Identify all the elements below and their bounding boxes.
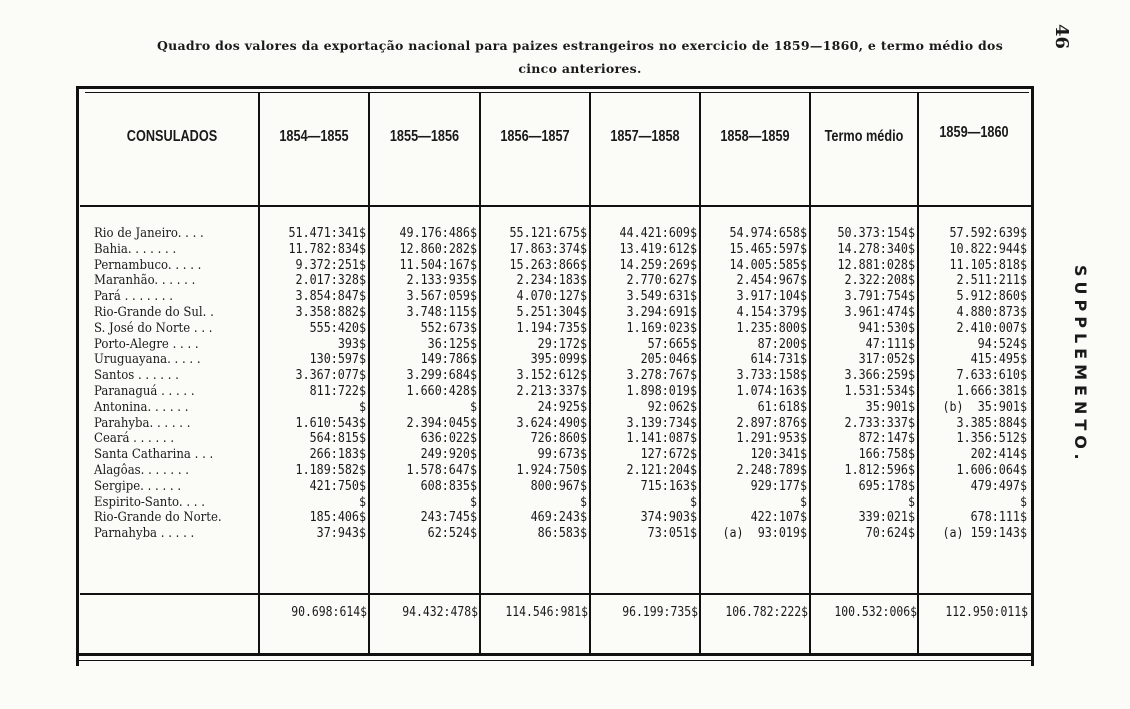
value-cell: 421:750$: [309, 478, 366, 494]
value-cell: 1.898:019$: [626, 383, 697, 399]
value-cell: 15.263:866$: [509, 257, 587, 273]
value-cell: 166:758$: [858, 447, 915, 463]
value-cell: 35:901$: [865, 399, 915, 415]
value-cell: 149:786$: [420, 352, 477, 368]
total-termo-medio: 100.532:006$: [834, 605, 917, 620]
value-cell: 3.549:631$: [626, 289, 697, 305]
value-cell: 1.169:023$: [626, 320, 697, 336]
frame-bottom-rule-thin: [79, 660, 1031, 661]
value-cell: 2.248:789$: [736, 462, 807, 478]
consulado-name: Espirito-Santo. . . .: [94, 494, 205, 510]
value-cell: 5.251:304$: [516, 304, 587, 320]
value-cell: 1.924:750$: [516, 462, 587, 478]
consulado-name: Rio-Grande do Sul. .: [94, 304, 214, 320]
value-cell: 2.213:337$: [516, 383, 587, 399]
value-cell: 7.633:610$: [956, 368, 1027, 384]
value-cell: 87:200$: [757, 336, 807, 352]
consulado-name: Paranaguá . . . . .: [94, 383, 195, 399]
value-cell: 3.854:847$: [295, 289, 366, 305]
value-cell: 2.133:935$: [406, 273, 477, 289]
value-cell: 127:672$: [640, 447, 697, 463]
value-cell: 50.373:154$: [837, 226, 915, 241]
value-cell: 695:178$: [858, 478, 915, 494]
value-cell: 14.005:585$: [729, 257, 807, 273]
value-cell: 57:665$: [647, 336, 697, 352]
value-cell: 37:943$: [316, 526, 366, 542]
title-line-1: Quadro dos valores da exportação nacional para paizes estrangeiros no exercicio de 1859—1860, e termo médio dos: [156, 38, 1004, 53]
consulado-name: S. José do Norte . . .: [94, 320, 213, 336]
value-cell: 941:530$: [858, 320, 915, 336]
value-cell: 24:925$: [537, 399, 587, 415]
value-cell: $: [1019, 494, 1027, 510]
column-1856-1857: [481, 226, 587, 542]
value-cell: 374:903$: [640, 510, 697, 526]
value-cell: $: [799, 494, 807, 510]
value-cell: 1.194:735$: [516, 320, 587, 336]
value-cell: 469:243$: [530, 510, 587, 526]
value-cell: 811:722$: [309, 383, 366, 399]
total-1855-1856: 94.432:478$: [402, 605, 478, 620]
value-cell: 15.465:597$: [729, 241, 807, 257]
value-cell: (b) 35:901$: [942, 399, 1027, 415]
value-cell: 1.531:534$: [844, 383, 915, 399]
consulado-name: Parahyba. . . . . .: [94, 415, 191, 431]
value-cell: 243:745$: [420, 510, 477, 526]
value-cell: 929:177$: [750, 478, 807, 494]
value-cell: 266:183$: [309, 447, 366, 463]
header-1858-1859: 1858—1859: [720, 128, 790, 145]
value-cell: 479:497$: [970, 478, 1027, 494]
consulado-name: Santos . . . . . .: [94, 368, 179, 384]
value-cell: 51.471:341$: [288, 226, 366, 241]
value-cell: 1.606:064$: [956, 462, 1027, 478]
consulado-name: Rio de Janeiro. . . .: [94, 226, 204, 241]
value-cell: 12.860:282$: [399, 241, 477, 257]
consulado-name: Alagôas. . . . . . .: [94, 462, 190, 478]
value-cell: 1.812:596$: [844, 462, 915, 478]
value-cell: 17.863:374$: [509, 241, 587, 257]
consulado-name: Porto-Alegre . . . .: [94, 336, 199, 352]
value-cell: 13.419:612$: [619, 241, 697, 257]
value-cell: 44.421:609$: [619, 226, 697, 241]
value-cell: 3.358:882$: [295, 304, 366, 320]
value-cell: 4.070:127$: [516, 289, 587, 305]
value-cell: $: [358, 399, 366, 415]
value-cell: 800:967$: [530, 478, 587, 494]
value-cell: 2.394:045$: [406, 415, 477, 431]
totals-rule: [80, 593, 1031, 595]
header-rule: [80, 205, 1031, 207]
value-cell: 636:022$: [420, 431, 477, 447]
column-1855-1856: [370, 226, 477, 542]
total-1859-1860: 112.950:011$: [945, 605, 1028, 620]
value-cell: 608:835$: [420, 478, 477, 494]
value-cell: $: [689, 494, 697, 510]
value-cell: 4.880:873$: [956, 304, 1027, 320]
value-cell: 36:125$: [427, 336, 477, 352]
consulado-name: Uruguayana. . . . .: [94, 352, 201, 368]
value-cell: 715:163$: [640, 478, 697, 494]
value-cell: 29:172$: [537, 336, 587, 352]
consulado-name: Rio-Grande do Norte.: [94, 510, 222, 526]
value-cell: 2.234:183$: [516, 273, 587, 289]
value-cell: 2.410:007$: [956, 320, 1027, 336]
value-cell: 99:673$: [537, 447, 587, 463]
total-1857-1858: 96.199:735$: [622, 605, 698, 620]
header-1856-1857: 1856—1857: [500, 128, 570, 145]
value-cell: 94:524$: [977, 336, 1027, 352]
value-cell: 61:618$: [757, 399, 807, 415]
value-cell: $: [907, 494, 915, 510]
value-cell: 3.299:684$: [406, 368, 477, 384]
value-cell: 3.567:059$: [406, 289, 477, 305]
value-cell: 49.176:486$: [399, 226, 477, 241]
value-cell: 614:731$: [750, 352, 807, 368]
value-cell: 415:495$: [970, 352, 1027, 368]
value-cell: 1.660:428$: [406, 383, 477, 399]
value-cell: (a) 93:019$: [722, 526, 807, 542]
value-cell: 2.733:337$: [844, 415, 915, 431]
value-cell: 1.356:512$: [956, 431, 1027, 447]
header-1859-1860: 1859—1860: [939, 124, 1009, 141]
value-cell: 1.235:800$: [736, 320, 807, 336]
value-cell: 2.017:328$: [295, 273, 366, 289]
value-cell: $: [358, 494, 366, 510]
side-label: SUPPLEMENTO.: [1071, 265, 1090, 465]
value-cell: 3.385:884$: [956, 415, 1027, 431]
value-cell: 422:107$: [750, 510, 807, 526]
total-1856-1857: 114.546:981$: [505, 605, 588, 620]
value-cell: 73:051$: [647, 526, 697, 542]
total-1858-1859: 106.782:222$: [725, 605, 808, 620]
value-cell: 3.961:474$: [844, 304, 915, 320]
value-cell: 11.782:834$: [288, 241, 366, 257]
value-cell: 14.259:269$: [619, 257, 697, 273]
value-cell: 10.822:944$: [949, 241, 1027, 257]
value-cell: 185:406$: [309, 510, 366, 526]
header-1857-1858: 1857—1858: [610, 128, 680, 145]
value-cell: 202:414$: [970, 447, 1027, 463]
value-cell: 678:111$: [970, 510, 1027, 526]
value-cell: 1.291:953$: [736, 431, 807, 447]
value-cell: 1.189:582$: [295, 462, 366, 478]
value-cell: 11.504:167$: [399, 257, 477, 273]
value-cell: 3.294:691$: [626, 304, 697, 320]
value-cell: 552:673$: [420, 320, 477, 336]
value-cell: 86:583$: [537, 526, 587, 542]
value-cell: 9.372:251$: [295, 257, 366, 273]
consulado-name: Pará . . . . . . .: [94, 289, 173, 305]
frame-inner-line: [85, 92, 1029, 93]
value-cell: 2.897:876$: [736, 415, 807, 431]
table-title: [80, 34, 1080, 80]
value-cell: 2.454:967$: [736, 273, 807, 289]
value-cell: 3.152:612$: [516, 368, 587, 384]
value-cell: 249:920$: [420, 447, 477, 463]
value-cell: 2.770:627$: [626, 273, 697, 289]
consulado-name: Ceará . . . . . .: [94, 431, 175, 447]
value-cell: 55.121:675$: [509, 226, 587, 241]
value-cell: 564:815$: [309, 431, 366, 447]
value-cell: 395:099$: [530, 352, 587, 368]
value-cell: 1.666:381$: [956, 383, 1027, 399]
value-cell: 3.791:754$: [844, 289, 915, 305]
header-1855-1856: 1855—1856: [389, 128, 460, 145]
value-cell: 130:597$: [309, 352, 366, 368]
page-number: 46: [1051, 24, 1072, 50]
value-cell: 3.733:158$: [736, 368, 807, 384]
consulado-name: Maranhão. . . . . .: [94, 273, 196, 289]
header-1854-1855: 1854—1855: [279, 128, 349, 145]
value-cell: 2.121:204$: [626, 462, 697, 478]
column-termo-medio: [811, 226, 915, 542]
value-cell: 120:341$: [750, 447, 807, 463]
total-1854-1855: 90.698:614$: [291, 605, 367, 620]
value-cell: 339:021$: [858, 510, 915, 526]
value-cell: 70:624$: [865, 526, 915, 542]
value-cell: $: [579, 494, 587, 510]
consulado-name: Santa Catharina . . .: [94, 447, 214, 463]
value-cell: 2.322:208$: [844, 273, 915, 289]
consulado-name: Pernambuco. . . . .: [94, 257, 202, 273]
value-cell: 3.367:077$: [295, 368, 366, 384]
value-cell: 3.366:259$: [844, 368, 915, 384]
value-cell: 3.917:104$: [736, 289, 807, 305]
value-cell: 2.511:211$: [956, 273, 1027, 289]
value-cell: 3.624:490$: [516, 415, 587, 431]
title-line-2: cinco anteriores.: [518, 61, 642, 76]
value-cell: 1.074:163$: [736, 383, 807, 399]
value-cell: 317:052$: [858, 352, 915, 368]
value-cell: $: [469, 399, 477, 415]
consulado-name: Sergipe. . . . . .: [94, 478, 182, 494]
value-cell: 205:046$: [640, 352, 697, 368]
consulado-name: Parnahyba . . . . .: [94, 526, 195, 542]
value-cell: 47:111$: [865, 336, 915, 352]
value-cell: 1.141:087$: [626, 431, 697, 447]
column-1858-1859: [701, 226, 807, 542]
value-cell: (a) 159:143$: [942, 526, 1027, 542]
consulados-list: [94, 226, 236, 542]
value-cell: 54.974:658$: [729, 226, 807, 241]
value-cell: $: [469, 494, 477, 510]
value-cell: 872:147$: [858, 431, 915, 447]
consulado-name: Bahia. . . . . . .: [94, 241, 177, 257]
value-cell: 3.278:767$: [626, 368, 697, 384]
value-cell: 3.139:734$: [626, 415, 697, 431]
value-cell: 1.578:647$: [406, 462, 477, 478]
header-termo-medio: Termo médio: [824, 128, 904, 145]
header-consulados: CONSULADOS: [126, 128, 218, 145]
column-1854-1855: [260, 226, 366, 542]
consulado-name: Antonina. . . . . .: [94, 399, 189, 415]
frame-bottom-rule: [79, 653, 1031, 656]
column-1859-1860: [919, 226, 1027, 542]
value-cell: 14.278:340$: [837, 241, 915, 257]
value-cell: 57.592:639$: [949, 226, 1027, 241]
value-cell: 555:420$: [309, 320, 366, 336]
column-1857-1858: [591, 226, 697, 542]
value-cell: 726:860$: [530, 431, 587, 447]
value-cell: 5.912:860$: [956, 289, 1027, 305]
value-cell: 11.105:818$: [949, 257, 1027, 273]
value-cell: 12.881:028$: [837, 257, 915, 273]
value-cell: 4.154:379$: [736, 304, 807, 320]
value-cell: 92:062$: [647, 399, 697, 415]
value-cell: 1.610:543$: [295, 415, 366, 431]
value-cell: 393$: [337, 336, 366, 352]
value-cell: 3.748:115$: [406, 304, 477, 320]
value-cell: 62:524$: [427, 526, 477, 542]
